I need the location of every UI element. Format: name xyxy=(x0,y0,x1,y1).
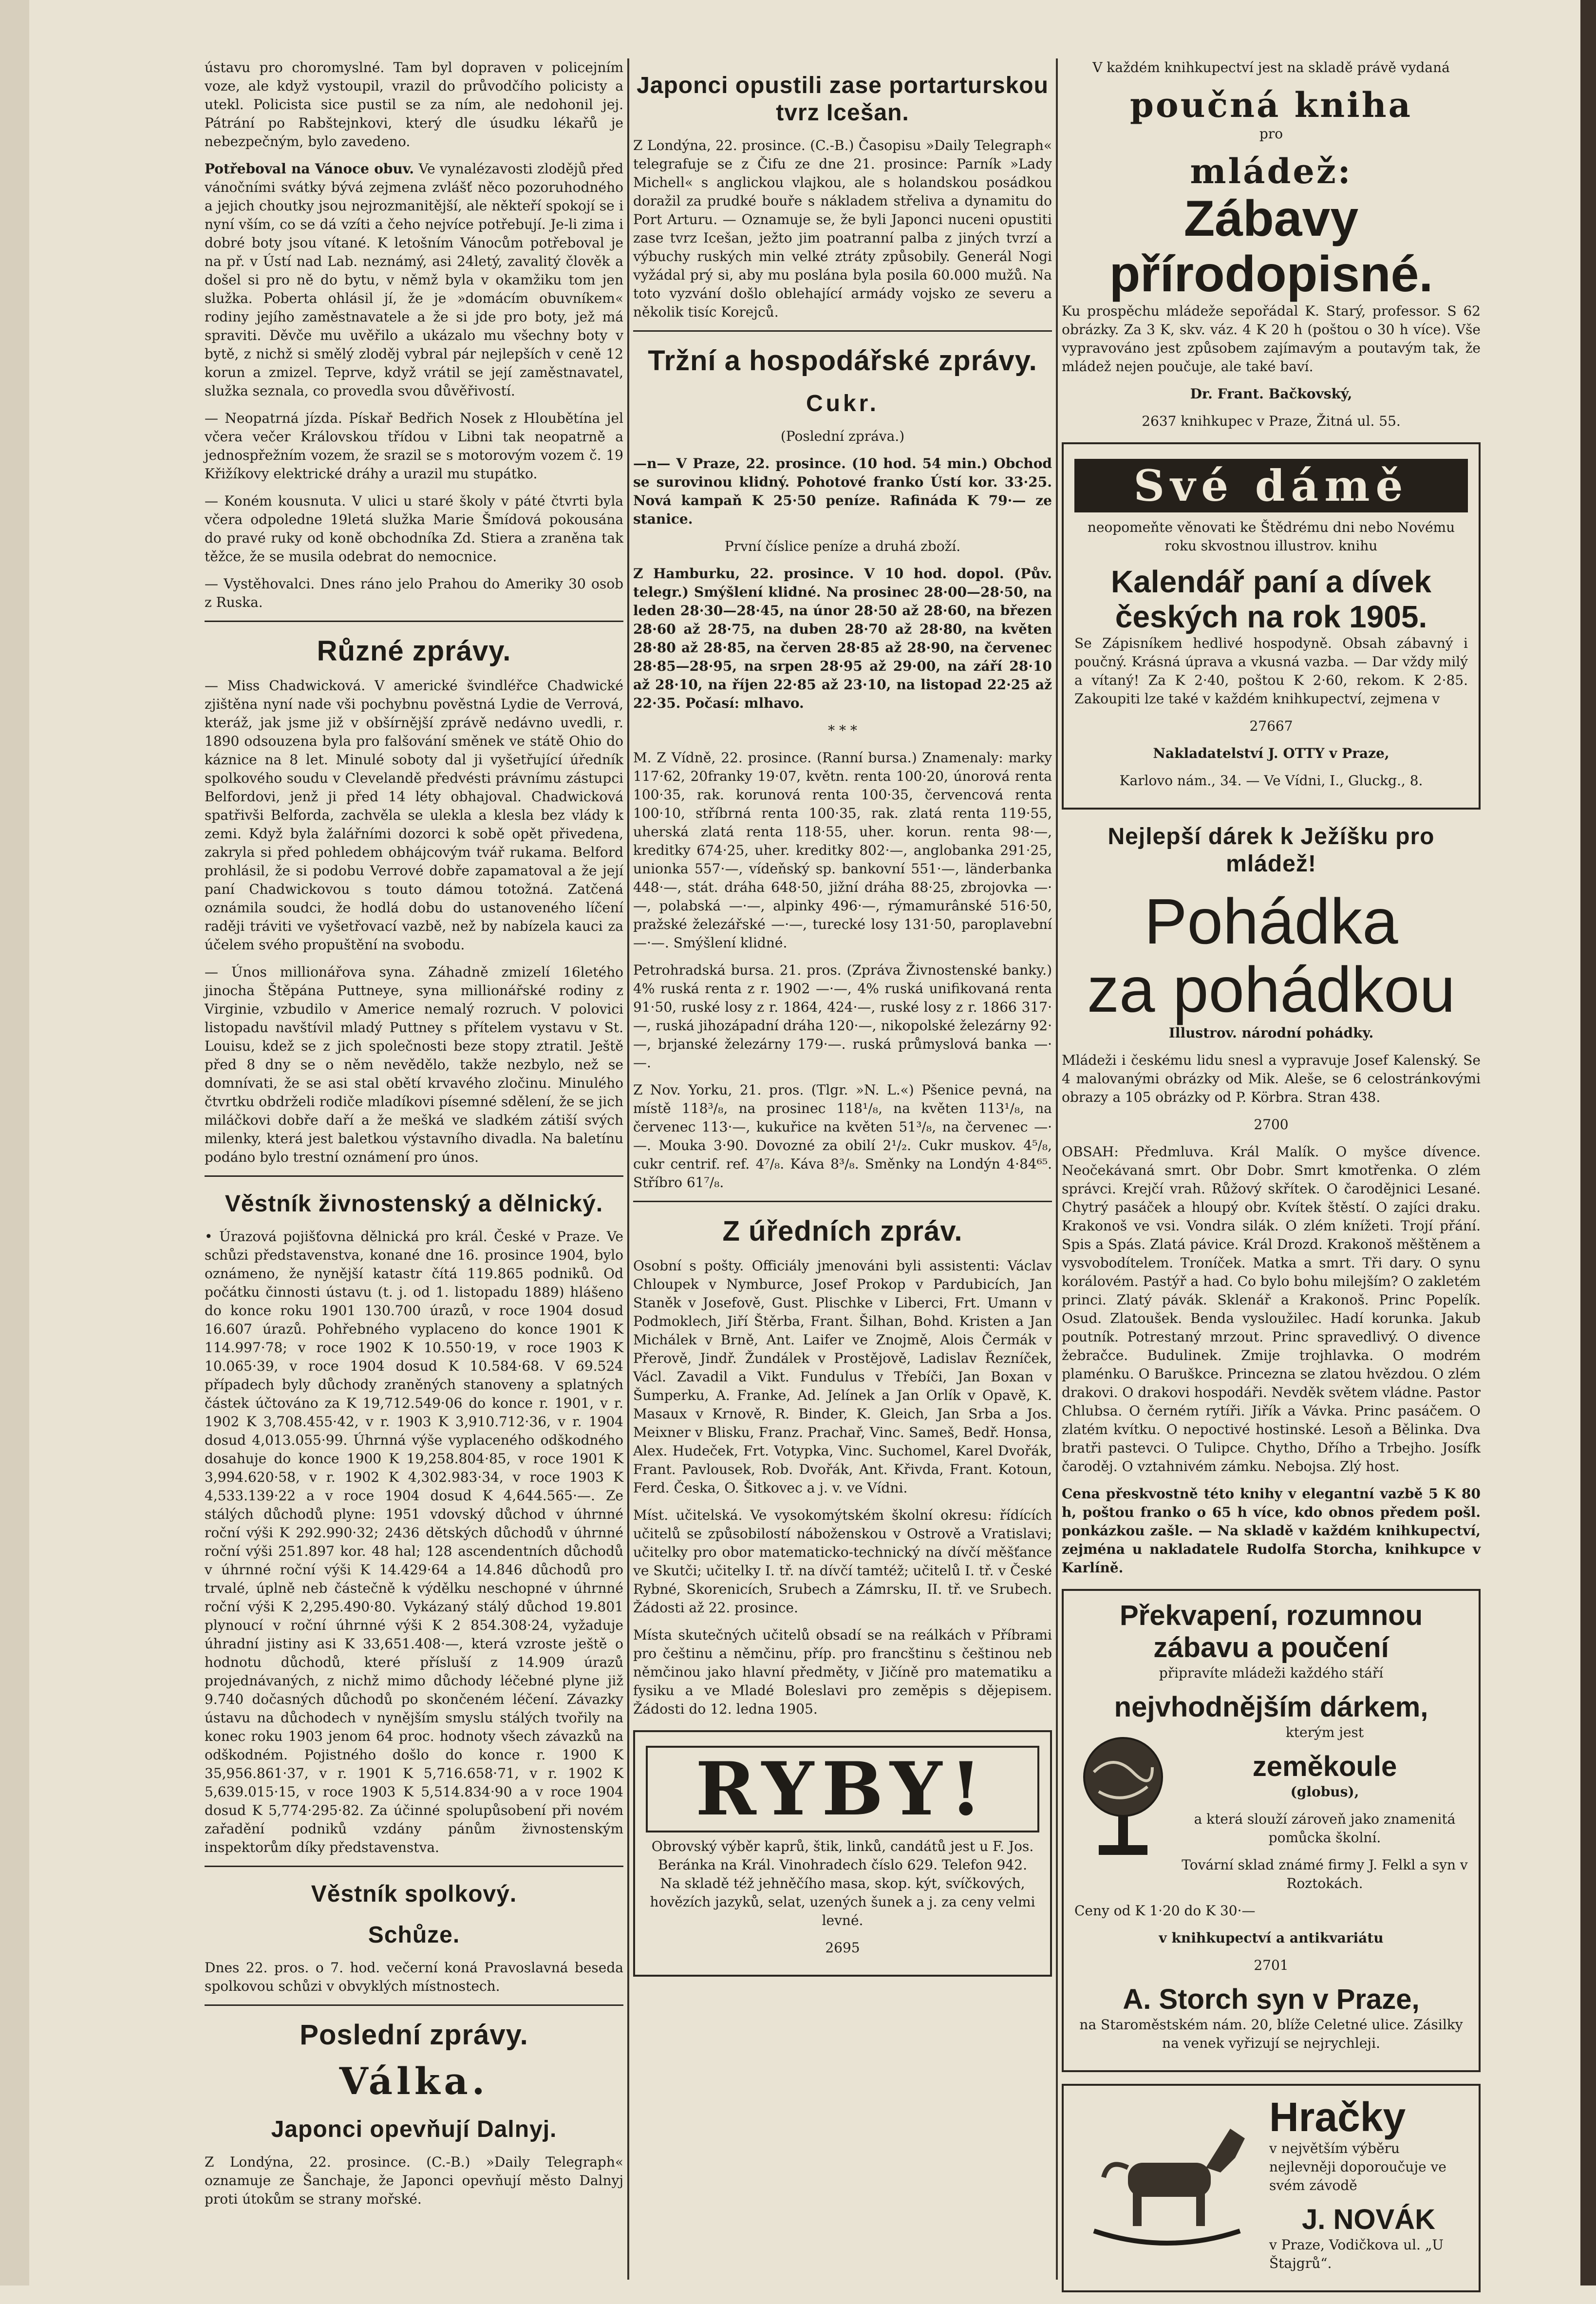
article-intro: ústavu pro choromyslné. Tam byl dopraven v policejním voze, ale když vystoupil, vrazil do průvodčího policisty a utekl. Policista sice pustil se za ním, ale nedohonil jej. Pátrání po Rabštejnkovi, který dle úsudku lékařů je nebezpečným, bylo zavedeno. xyxy=(205,59,623,150)
ad-kalendar-address: Karlovo nám., 34. — Ve Vídni, I., Gluckg., 8. xyxy=(1119,773,1423,789)
ad-zabavy-mladez: mládež: xyxy=(1190,151,1352,191)
ad-globus-address: na Staroměstském nám. 20, blíže Celetné ulice. Zásilky na venek vyřizují se nejrychleji. xyxy=(1079,2017,1463,2051)
ad-pohadka-title2: za pohádkou xyxy=(1087,954,1455,1025)
section-heading-ruzne: Různé zprávy. xyxy=(317,635,511,667)
separator-stars: * * * xyxy=(828,722,857,738)
ad-hracky-title: Hračky xyxy=(1269,2094,1406,2140)
subheading-schuze: Schůze. xyxy=(368,1922,460,1948)
divider xyxy=(633,1201,1052,1202)
ad-globus-paren: (globus), xyxy=(1290,1784,1359,1800)
article-unos: — Únos millionářova syna. Záhadně zmizelí 16letého jinocha Štěpána Puttneye, syna millionářské rodiny z Virginie, vzbudilo v Americe nemalý rozruch. V polovici listopadu navštívil mladý Puttney s přítelem vystavu v St. Louisu, kdež se z jich společnosti beze stopy ztratil. Ještě před 8 dny se o něm nevědělo, takže nezbylo, než se domnívati, že se asi stal obětí krvavého zločinu. Minulého čtvrtku obdrželi rodiče mladíkovi písemné sdělení, že se jich miláčkovi dobře daří a že mešká ve sladkém zátiší svých milenky, která jest baletkou výstavního divadla. Na baletínu podáno bylo trestní oznámení pro únos. xyxy=(205,964,623,1165)
article-schuze: Dnes 22. pros. o 7. hod. večerní koná Pravoslavná beseda spolkovou schůzi v obvyklých místnostech. xyxy=(205,1960,623,1994)
section-heading-vestnik: Věstník živnostenský a dělnický. xyxy=(225,1191,603,1217)
article-kousnuta: — Koném kousnuta. V ulici u staré školy v páté čtvrti byla včera odpoledne 19letá služka Marie Šmídová pokousána do pravé ruky od koně obchodníka Zd. Stiera a zraněna tak těžce, že se musila odebrat do nemocnice. xyxy=(205,493,623,565)
article-viden: M. Z Vídně, 22. prosince. (Ranní bursa.) Znamenaly: marky 117·62, 20franky 19·07, květn. renta 100·20, únorová renta 100·35, rak. korunová renta 100·35, červencová renta 100·10, stříbrná renta 100·35, rak. zlatá renta 119·55, uherská zlatá renta 118·55, uher. korun. renta 98·—, kreditky 674·25, uher. kreditky 802·—, anglobanka 291·25, unionka 557·—, vídeňský sp. bankovní 551·—, länderbanka 448·—, stát. dráha 648·50, jižní dráha 88·25, zbrojovka —·—, polabská —·—, alpinky 496·—, rýmamurânské 516·50, pražské železářské —·—, turecké losy 131·50, paroplavební —·—. Smýšlení klidné. xyxy=(633,750,1052,951)
article-newyork: Z Nov. Yorku, 21. pros. (Tlgr. »N. L.«) Pšenice pevná, na místě 118³/₈, na prosinec 118¹/₈, na květen 113¹/₈, na červenec 113·—, kukuřice na květen 51³/₈, na červenec —·—. Mouka 3·90. Dovozné za obilí 2¹/₂. Cukr muskov. 4⁵/₈, cukr centrif. ref. 4⁷/₈. Káva 8³/₈. Směnky na Londýn 4·84⁶⁵. Stříbro 61⁷/₈. xyxy=(633,1082,1052,1190)
ad-kalendar-desc: Se Zápisníkem hedlivé hospodyně. Obsah zábavný i poučný. Krásná úprava a vkusná vazba. — Dar vždy milý a vítaný! Za K 2·40, poštou K 2·60, rekom. K 2·85. Zakoupiti lze také v každém knihkupectví, zejmena v xyxy=(1074,635,1468,707)
divider xyxy=(205,1866,623,1867)
ad-kalendar-intro: neopomeňte věnovati ke Štědrému dni nebo Novému roku skvostnou illustrov. knihu xyxy=(1087,519,1455,554)
column-middle xyxy=(633,58,1052,1988)
column-rule xyxy=(1056,58,1058,2280)
article-boty xyxy=(205,160,623,400)
ad-globus-head: Překvapení, rozumnou zábavu a poučení xyxy=(1119,1600,1423,1663)
article-hamburk: Z Hamburku, 22. prosince. V 10 hod. dopol. (Pův. telegr.) Smýšlení klidné. Na prosinec 28·00—28·50, na leden 28·30—28·45, na únor 28·50 až 28·60, na březen 28·60 až 28·75, na duben 28·70 až 28·80, na květen 28·80 až 28·85, na červen 28·85 až 28·90, na červenec 28·85—28·95, na srpen 28·95 až 29·00, na září 28·10 až 28·10, na říjen 22·85 až 23·10, na listopad 22·25 až 22·35. Počasí: mlhavo. xyxy=(633,566,1052,711)
ad-kalendar-number: 27667 xyxy=(1249,718,1293,734)
divider xyxy=(205,2004,623,2006)
ad-hracky-address: v Praze, Vodičkova ul. „U Štajgrů“. xyxy=(1269,2237,1444,2271)
heading-valka: Válka. xyxy=(339,2059,489,2103)
divider xyxy=(633,330,1052,332)
cukr-note: První číslice peníze a druhá zboží. xyxy=(724,538,961,554)
ad-globus-name: zeměkoule xyxy=(1252,1751,1397,1782)
ad-pohadka-price: Cena přeskvostně této knihy v elegantní vazbě 5 K 80 h, poštou franko o 65 h více, kdo obnos předem pošl. ponkázkou zašle. — Na skladě v každém knihkupectví, zejména u nakladatele Rudolfa Storcha, knihkupce v Karlíně. xyxy=(1062,1486,1481,1576)
ad-kalendar-banner: Své dámě xyxy=(1074,459,1468,512)
ad-globus-tovarna: Tovární sklad známé firmy J. Felkl a syn v Roztokách. xyxy=(1182,1857,1468,1891)
ad-globus-body xyxy=(1074,1723,1468,1902)
article-jizda: — Neopatrná jízda. Pískař Bedřich Nosek z Hloubětína jel včera večer Královskou třídou v Libni tak neopatrně a jednospřežním vozem, že srazil se s motorovým vozem č. 19 Křižíkovy elektrické dráhy a urazil mu stupátko. xyxy=(205,410,623,482)
ad-zabavy-text: Ku prospěchu mládeže sepořádal K. Starý, professor. S 62 obrázky. Za 3 K, skv. váz. 4 K 20 h (poštou o 30 h více). Vše vypravováno jest způsobem zajímavým a poutavým tak, že mládež nejen poučuje, ale také baví. xyxy=(1062,303,1481,375)
rocking-horse-icon xyxy=(1074,2095,1259,2250)
ad-globus-title: nejvhodnějším dárkem, xyxy=(1114,1691,1428,1723)
ad-globus-publisher: A. Storch syn v Praze, xyxy=(1123,1983,1420,2015)
subheading-dalnyj: Japonci opevňují Dalnyj. xyxy=(271,2116,557,2142)
ad-pohadka-subtitle: Illustrov. národní pohádky. xyxy=(1168,1025,1374,1041)
section-heading-posledni: Poslední zprávy. xyxy=(300,2019,528,2051)
divider xyxy=(205,621,623,622)
ad-pohadka-number: 2700 xyxy=(1254,1116,1289,1133)
article-japonci: Z Londýna, 22. prosince. (C.-B.) Časopisu »Daily Telegraph« telegrafuje se z Čifu ze dne 21. prosince: Parník »Lady Michell« s anglickou vlajkou, ale s holandskou posádkou doražil za prudké bouře s nákladem střeliva a dynamitu do Port Arturu. — Oznamuje se, že byli Japonci nuceni opustiti zase tvrz Icešan, ježto jim poatranní palba z jiných tvrzí a výbuchy ruských min velké ztráty způsobily. Generál Nogi vyžádal prý si, aby mu poslána byla posila 60.000 mužů. Na toto vyzvání došlo oblehající armády vojsko ze severu a několik tisíc Korejců. xyxy=(633,137,1052,320)
article-boty-heading: Potřeboval na Vánoce obuv. xyxy=(205,161,414,177)
scan-right-edge xyxy=(1580,0,1596,2285)
ad-globus-kter: kterým jest xyxy=(1285,1724,1364,1740)
section-heading-spolkovy: Věstník spolkový. xyxy=(311,1881,517,1907)
scan-left-margin xyxy=(0,0,29,2285)
ad-pohadka-title1: Pohádka xyxy=(1144,886,1398,957)
ad-hracky-publisher: J. NOVÁK xyxy=(1302,2204,1435,2235)
ad-globus-number: 2701 xyxy=(1254,1957,1289,1973)
ad-zabavy-publisher: Dr. Frant. Bačkovský, xyxy=(1190,386,1352,402)
ad-ryby xyxy=(633,1730,1052,1977)
ad-zabavy-address: 2637 knihkupec v Praze, Žitná ul. 55. xyxy=(1142,413,1401,429)
ad-ryby-text: Obrovský výběr kaprů, štik, linků, candátů jest u F. Jos. Beránka na Král. Vinohradech číslo 629. Telefon 942. Na skladě též jehněčího masa, skop. kýt, svíčkových, hovězích jazyků, selat, uzených šunek a j. za ceny velmi levné. xyxy=(650,1838,1035,1928)
ad-kalendar xyxy=(1062,442,1481,810)
ad-globus-text: a která slouží zároveň jako znamenitá pomůcka školní. xyxy=(1194,1811,1456,1846)
ad-globus-text-block xyxy=(1182,1723,1468,1902)
ad-globus-price: Ceny od K 1·20 do K 30·— xyxy=(1074,1903,1256,1919)
ad-pohadka-contents: OBSAH: Předmluva. Král Malík. O myšce dívence. Neočekávaná smrt. Obr Dobr. Smrt kmotřenka. O zlém správci. Krejčí vrah. Růžový skřítek. O čarodějnici Lesané. Chytrý pasáček a hloupý obr. Kvítek štěstí. O zajíci draku. Krakonoš ve vsi. Vondra silák. O zlém knížeti. Trojí přání. Spis a Spás. Zlatá pávice. Král Drozd. Krakonoš měštěnem a vysvobodítelem. Troníček. Matka a smrt. Tři dary. O synu korálovém. Pastýř a had. Co bylo bohu milejším? O zakletém princi. Zlatý pávák. Sklenář a Krakonoš. Princ Popelík. Osud. Zlatoušek. Benda vysloužilec. Hadí korunka. Jakub poutník. Potrestaný mrzout. Princ spravedlivý. O divence žebračce. Budulinek. Zmije trojhlavka. O modrém plaménku. O Baruškce. Princezna se zlatou hvězdou. O zlém drakovi. O drakovi hospodáři. Nevděk světem vládne. Pastor Chlubsa. O černém rytíři. Jiřík a Vávka. Princ pasáčem. O zlatém kvítku. O nepoctivé hostinské. Lesoň a Bělinka. Dva bratři pastevci. O Tulipce. Chytho, Dřího a Trbejho. Josífk čaroděj. O vztahnivém zámku. Nebojsa. Zlý host. xyxy=(1062,1144,1481,1474)
ad-zabavy-top: V každém knihkupectví jest na skladě právě vydaná xyxy=(1092,59,1450,76)
column-rule xyxy=(627,58,629,2280)
ad-pohadka-top: Nejlepší dárek k Ježíšku pro mládež! xyxy=(1108,824,1435,877)
ad-zabavy xyxy=(1062,58,1481,431)
ad-zabavy-kniha: poučná kniha xyxy=(1129,85,1412,125)
ad-pohadka-text: Mládeži i českému lidu snesl a vypravuje Josef Kalenský. Se 4 malovanými obrázky od Mik. Aleše, se 6 celostránkovými obrazy a 105 obrázky od P. Körbra. Stran 438. xyxy=(1062,1052,1481,1105)
heading-japonci: Japonci opustili zase portarturskou tvrz Icešan. xyxy=(637,73,1049,126)
article-cukr: —n— V Praze, 22. prosince. (10 hod. 54 min.) Obchod se surovinou klidný. Pohotové franko Ústí kor. 33·25. Nová kampaň K 25·50 peníze. Rafináda K 79·— ze stanice. xyxy=(633,455,1052,527)
ad-kalendar-publisher: Nakladatelství J. OTTY v Praze, xyxy=(1153,745,1389,761)
cukr-note-latest: (Poslední zpráva.) xyxy=(780,428,905,444)
column-left xyxy=(205,58,623,2217)
article-chadwick: — Miss Chadwicková. V americké švindléřce Chadwické zjištěna nyní nade vši pochybnu pověstná Lydie de Verrová, kteráž, jak jsme již v obšírnější zprávě nedávno uvedli, r. 1890 odsouzena byla pro falšování směnek ve státě Ohio do káznice na 8 let. Minulé soboty dal ji vyšetřující úředník spolkového soudu v Clevelandě předvésti právnímu zástupci Belfordovi, jenž ji před 14 léty obhajoval. Chadwicková spatřivši Belforda, zachvěla se ulekla a klesla bez vlády k zemi. Když byla žalářními dozorci k sobě opět přivedena, zakryla si před pohledem obhájcovým tvář rukama. Belford prohlásil, že si podobu Verrové dobře zapamatoval a že její paní Chadwickovou s touto dámou totožná. Zatčená oznámila soudci, že hodlá dobu do ustanoveného líčení raději tráviti ve vyšetřovací vazbě, než by nabízela kauci za účelem svého propuštění na svobodu. xyxy=(205,678,623,953)
ad-pohadka xyxy=(1062,823,1481,1577)
article-vzdelani: Místa skutečných učitelů obsadí se na reálkách v Příbrami pro češtinu a němčinu, příp. pro francštinu s češtinou neb němčinou jako hlavní předměty, v Jičíně pro matematiku a fysiku a ve Mladé Boleslavi pro zeměpis s dějepisem. Žádosti do 12. ledna 1905. xyxy=(633,1627,1052,1717)
ad-kalendar-title: Kalendář paní a dívek českých na rok 1905. xyxy=(1110,564,1432,634)
section-heading-uredni: Z úředních zpráv. xyxy=(722,1215,963,1247)
article-ucitelska: Míst. učitelská. Ve vysokomýtském školní okresu: řídících učitelů se způsobilostí náboženskou v Ostrově a Vratislavi; učitelky pro obor matematicko-technický na dívčí měšťance ve Skutči; učitelky I. tř. na dívčí tamtéž; učitelů I. tř. v České Rybné, Skorenicích, Srubech a Zámrsku, II. tř. ve Srubech. Žádosti až 22. prosince. xyxy=(633,1507,1052,1616)
subheading-cukr: Cukr. xyxy=(806,391,880,416)
article-posty: Osobní s pošty. Officiály jmenováni byli assistenti: Václav Chloupek v Nymburce, Josef Prokop v Pardubicích, Jan Staněk v Josefově, Gust. Plischke v Liberci, Frt. Umann v Podmoklech, Jiří Štěrba, Frant. Šilhan, Bohd. Kristen a Jan Michálek v Brně, Ant. Laifer ve Znojmě, Alois Čermák v Přerově, Jindř. Žundálek v Prostějově, Ladislav Řezníček, Václ. Zavadil a Vikt. Fundulus v Třebíči, Jan Boxan v Šumperku, A. Franke, Ad. Jelínek a Jan Orlík v Opavě, K. Masaux v Krnově, R. Binder, K. Gleich, Jan Srba a Jos. Meixner v Blisku, Franz. Prachař, Vinc. Sameš, Bedř. Honsa, Alex. Hudeček, Frt. Votypka, Vinc. Suchomel, Karel Dvořák, Frant. Pavlousek, Rob. Dvořák, Ant. Křivda, Frant. Kotoun, Ferd. Česka, O. Šitkovec a j. v. ve Vídni. xyxy=(633,1258,1052,1496)
article-vystehovalci: — Vystěhovalci. Dnes ráno jelo Prahou do Ameriky 30 osob z Ruska. xyxy=(205,576,623,610)
divider xyxy=(205,1175,623,1177)
ad-zabavy-title: Zábavy přírodopisné. xyxy=(1109,190,1433,302)
ad-ryby-number: 2695 xyxy=(825,1940,860,1956)
section-heading-trzni: Tržní a hospodářské zprávy. xyxy=(648,345,1037,377)
article-urazova: • Úrazová pojišťovna dělnická pro král. České v Praze. Ve schůzi představenstva, konané dne 16. prosince 1904, bylo oznámeno, že nynější katastr čítá 119.865 podniků. Od počátku činnosti ústavu (t. j. od 1. listopadu 1889) hlášeno do konce roku 1901 130.700 úrazů, v roce 1904 dosud 16.607 úrazů. Pohřebného vyplaceno do konce 1901 K 114.997·78; v roce 1902 K 10.550·19, v roce 1903 K 10.065·39, v roce 1904 dosud K 10.584·68. V 69.524 případech byly důchody zraněných stanoveny a splatných částek účtováno za K 19,712.549·06 do konce r. 1901, v r. 1902 K 3,708.455·42, v r. 1903 K 3,910.712·36, v r. 1904 dosud 4,013.055·99. Úhrnná výše vyplaceného odškodného dosahuje do konce 1900 K 19,258.804·85, v roce 1901 K 3,994.620·58, v r. 1902 K 4,302.983·34, v roce 1903 K 4,533.139·22 a v roce 1904 dosud K 4,644.565·—. Ze stálých důchodů plyne: 1951 vdovský důchod v úhrnné roční výši K 292.990·32; 2436 dětských důchodů v úhrnné roční výši 251.897 kor. 48 hal; 128 ascendentních důchodů v úhrnné roční výši K 14.429·64 a 14.846 důchodů pro trvalé, úplně neb částečně k výdělku neschopné v úhrnné roční výši K 2,295.490·80. Vykázaný stálý důchod 19.801 plynoucí v roční úhrnné výši K 2 854.308·24, vyžaduje úhradní jistiny asi K 33,651.408·—, která vzroste ještě o hodnotu důchodů, které přísluší z 14.909 úrazů projednávaných, z nichž mimo důchody léčebné plyne již 9.740 dočasných důchodů po skončeném léčení. Závazky ústavu na důchodech v nynějším smyslu stálých tvořily na konec roku 1903 jenom 64 proc. hodnoty všech závazků na odškodném. Pojistného došlo do konce r. 1900 K 35,956.861·37, v r. 1901 K 5,716.658·71, v r. 1902 K 5,639.015·15, v roce 1903 K 5,514.834·90 a v roce 1904 dosud K 5,774·295·82. Za účinné spolupůsobení při novém zařadění podniků vzdány pánům živnostenským inspektorům díky představenstva. xyxy=(205,1228,623,1855)
ad-zabavy-pro: pro xyxy=(1259,126,1283,142)
ad-globus-stores: v knihkupectví a antikvariátu xyxy=(1159,1930,1384,1946)
ad-globus-sub: připravíte mládeži každého stáří xyxy=(1159,1665,1384,1681)
ad-hracky xyxy=(1062,2084,1481,2292)
article-petrohrad: Petrohradská bursa. 21. pros. (Zpráva Živnostenské banky.) 4% ruská renta z r. 1902 —·—, 4% ruská unifikovaná renta 91·50, ruské losy z r. 1864, 424·—, ruské losy z r. 1866 317·—, ruská jihozápadní dráha 120·—, nikopolské železárny 92·—, brjanské železárny 179·—. ruská průmyslová banka —·—. xyxy=(633,962,1052,1071)
article-boty-text: Ve vynalézavosti zlodějů před vánočními svátky bývá zejmena zvlášť něco pozoruhodného a jejich choutky jsou nejrozmanitější, ale někteří spokojí se i nyní vším, co se dá vzíti a čeho nejvíce potřebují. Je-li zima i dobré boty jsou vítané. K letošním Vánocům potřeboval je na př. v Ústí nad Lab. neznámý, asi 24letý, zavalitý člověk a došel si pro ně do bytu, v němž byla v okamžiku tom jen služka. Poberta ohlásil jí, že je »domácím obuvníkem« rodiny jejího zaměstnavatele a že si jde pro boty, jež má spraviti. Děvče mu uvěřilo a ukázalo mu všechny boty v bytě, z nichž si smělý zloděj vybral pár nejlepších v ceně 12 korun a zmizel. Teprve, když vrátil se její zaměstnavatel, služka seznala, co provedla svou důvěřivostí. xyxy=(205,161,624,399)
globe-icon xyxy=(1074,1723,1172,1870)
article-dalnyj: Z Londýna, 22. prosince. (C.-B.) »Daily Telegraph« oznamuje ze Šanchaje, že Japonci opevňují město Dalnyj proti útokům se strany mořské. xyxy=(205,2154,623,2207)
column-right xyxy=(1062,58,1481,2304)
ad-hracky-text-block xyxy=(1269,2095,1468,2282)
ad-ryby-title: RYBY! xyxy=(646,1746,1039,1832)
ad-hracky-text: v největším výběru nejlevněji doporoučuje ve svém závodě xyxy=(1269,2140,1446,2193)
ad-globus xyxy=(1062,1589,1481,2072)
